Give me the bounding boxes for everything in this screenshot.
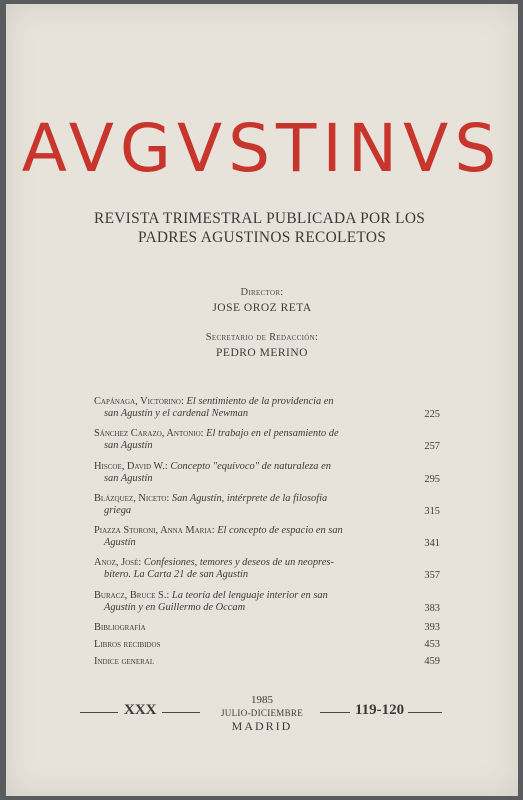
toc-author: Piazza Storoni, Anna Maria: [94,525,215,537]
toc-title-line: El trabajo en el pensamiento de [206,428,339,440]
toc-title-line: San Agustín, intérprete de la filosofía [171,492,328,504]
toc-author: Buracz, Bruce S.: [94,589,170,601]
toc-entry [94,428,440,452]
toc-title-line: Agustín y en Guillermo de Occam [104,601,246,613]
toc-title-line: El concepto de espacio en san [217,525,343,537]
toc-section [94,656,440,668]
director-label: Director: [240,287,284,298]
table-of-contents [94,396,440,673]
toc-title-line: san Agustín y el cardenal Newman [104,408,249,419]
issue-number: 119-120 [355,702,405,718]
toc-section-label: Libros recibidos [94,639,161,651]
journal-title: AVGVSTINVS [21,110,503,187]
subtitle-line-2: PADRES AGUSTINOS RECOLETOS [138,229,387,246]
volume-number: XXX [124,702,157,718]
toc-page-number: 295 [424,473,440,485]
toc-page-number: 459 [424,656,440,668]
toc-entry [94,461,440,485]
toc-title-line: griega [104,504,132,516]
toc-entry [94,557,440,581]
toc-page-number: 453 [424,639,440,651]
toc-author: Anoz, José: [94,557,142,569]
toc-page-number: 357 [424,570,440,582]
publication-year: 1985 [251,694,273,706]
toc-section [94,639,440,651]
toc-page-number: 315 [424,505,440,517]
toc-section-label: Indice general [94,656,155,668]
toc-entry [94,590,440,614]
footer-rule [408,712,442,713]
director-name: JOSE OROZ RETA [212,302,312,314]
toc-page-number: 341 [424,538,440,550]
toc-title-line: Confesiones, temores y deseos de un neopres- [143,557,334,569]
toc-entry [94,493,440,517]
secretary-name: PEDRO MERINO [216,347,308,359]
secretary-label: Secretario de Redacción: [205,332,319,343]
toc-title-line: san Agustín [104,440,153,452]
toc-title-line: La teoría del lenguaje interior en san [171,589,328,601]
toc-page-number: 383 [424,602,440,614]
toc-title-line: bítero. La Carta 21 de san Agustín [104,569,249,581]
toc-page-number: 225 [424,409,440,420]
toc-title-line: Concepto "equívoco" de naturaleza en [170,460,331,472]
toc-author: Capánaga, Victorino: [94,396,184,407]
toc-entry [94,396,440,420]
journal-subtitle [94,209,444,247]
publication-city: MADRID [231,719,293,733]
publication-period: JULIO-DICIEMBRE [221,708,303,718]
toc-author: Sánchez Carazo, Antonio: [94,428,204,440]
toc-entry [94,525,440,549]
toc-author: Blázquez, Niceto: [94,492,170,504]
journal-cover [6,4,518,796]
toc-title-line: Agustín [104,537,136,549]
toc-page-number: 257 [424,441,440,453]
footer-rule [320,712,350,713]
toc-title-line: El sentimiento de la providencia en [186,396,334,407]
toc-title-line: san Agustín [104,472,153,484]
toc-section-label: Bibliografía [94,622,146,634]
toc-page-number: 393 [424,622,440,634]
cover-footer [6,694,518,734]
toc-section [94,622,440,634]
subtitle-line-1: REVISTA TRIMESTRAL PUBLICADA POR LOS [94,210,426,227]
toc-author: Hiscoe, David W.: [94,460,168,472]
